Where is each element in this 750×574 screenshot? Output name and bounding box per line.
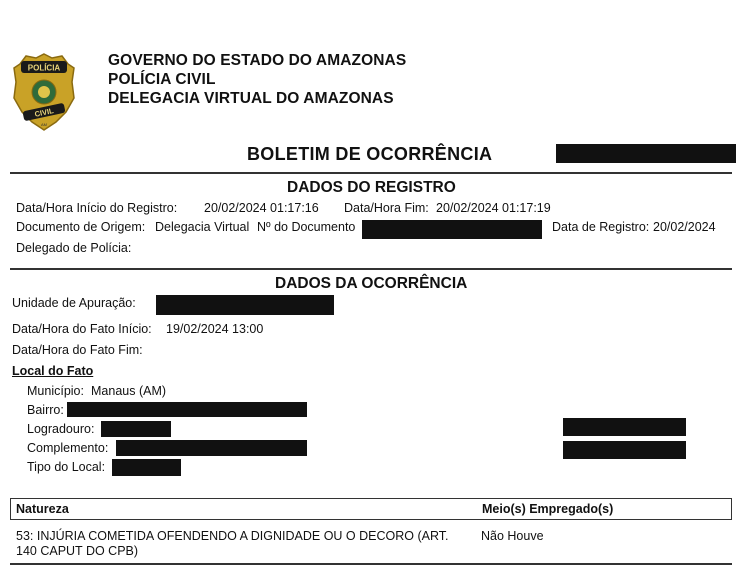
badge-icon	[12, 52, 76, 132]
natureza-row-line2: 140 CAPUT DO CPB)	[16, 544, 139, 558]
registro-inicio-value: 20/02/2024 01:17:16	[204, 201, 319, 215]
redacted-complemento	[116, 440, 307, 456]
meio-row-value: Não Houve	[481, 529, 544, 543]
registro-fim-value: 20/02/2024 01:17:19	[436, 201, 551, 215]
header-line-police: POLÍCIA CIVIL	[108, 71, 216, 88]
natureza-row-line1: 53: INJÚRIA COMETIDA OFENDENDO A DIGNIDADE OU O DECORO (ART.	[16, 529, 449, 543]
registro-delegado-label: Delegado de Polícia:	[16, 241, 132, 255]
section-heading-registro: DADOS DO REGISTRO	[287, 179, 456, 196]
registro-inicio-label: Data/Hora Início do Registro:	[16, 201, 178, 215]
police-badge-logo	[12, 52, 76, 132]
document-title: BOLETIM DE OCORRÊNCIA	[247, 144, 493, 164]
ocorrencia-unidade-label: Unidade de Apuração:	[12, 296, 136, 310]
redacted-num-documento	[362, 220, 542, 239]
redacted-right-field-1	[563, 418, 686, 436]
registro-origem-value: Delegacia Virtual	[155, 220, 250, 234]
registro-fim-label: Data/Hora Fim:	[344, 201, 429, 215]
section-divider	[10, 172, 732, 174]
svg-text:AM: AM	[41, 122, 47, 127]
registro-origem-label: Documento de Origem:	[16, 220, 146, 234]
redacted-logradouro	[101, 421, 171, 437]
redacted-tipo-local	[112, 459, 181, 476]
svg-text:POLÍCIA: POLÍCIA	[27, 63, 61, 73]
logradouro-label: Logradouro:	[27, 422, 95, 436]
ocorrencia-fato-fim-label: Data/Hora do Fato Fim:	[12, 343, 143, 357]
header-line-government: GOVERNO DO ESTADO DO AMAZONAS	[108, 52, 407, 69]
section-divider	[10, 268, 732, 270]
registro-num-doc-label: Nº do Documento	[257, 220, 356, 234]
registro-data-registro-value: 20/02/2024	[653, 220, 716, 234]
tipo-local-label: Tipo do Local:	[27, 460, 106, 474]
natureza-column-header: Natureza	[16, 502, 69, 516]
registro-data-registro-label: Data de Registro:	[552, 220, 650, 234]
section-heading-ocorrencia: DADOS DA OCORRÊNCIA	[275, 275, 468, 292]
redacted-unidade	[156, 295, 334, 315]
municipio-label: Município:	[27, 384, 84, 398]
redacted-document-number	[556, 144, 736, 163]
bairro-label: Bairro:	[27, 403, 64, 417]
svg-text:CIVIL: CIVIL	[33, 106, 55, 119]
complemento-label: Complemento:	[27, 441, 109, 455]
municipio-value: Manaus (AM)	[91, 384, 167, 398]
ocorrencia-fato-inicio-value: 19/02/2024 13:00	[166, 322, 264, 336]
natureza-table-header	[10, 498, 732, 520]
meios-column-header: Meio(s) Empregado(s)	[482, 502, 614, 516]
redacted-right-field-2	[563, 441, 686, 459]
local-fato-heading: Local do Fato	[12, 364, 94, 378]
redacted-bairro	[67, 402, 307, 417]
ocorrencia-fato-inicio-label: Data/Hora do Fato Início:	[12, 322, 152, 336]
table-bottom-rule	[10, 563, 732, 565]
header-line-delegacia: DELEGACIA VIRTUAL DO AMAZONAS	[108, 90, 394, 107]
